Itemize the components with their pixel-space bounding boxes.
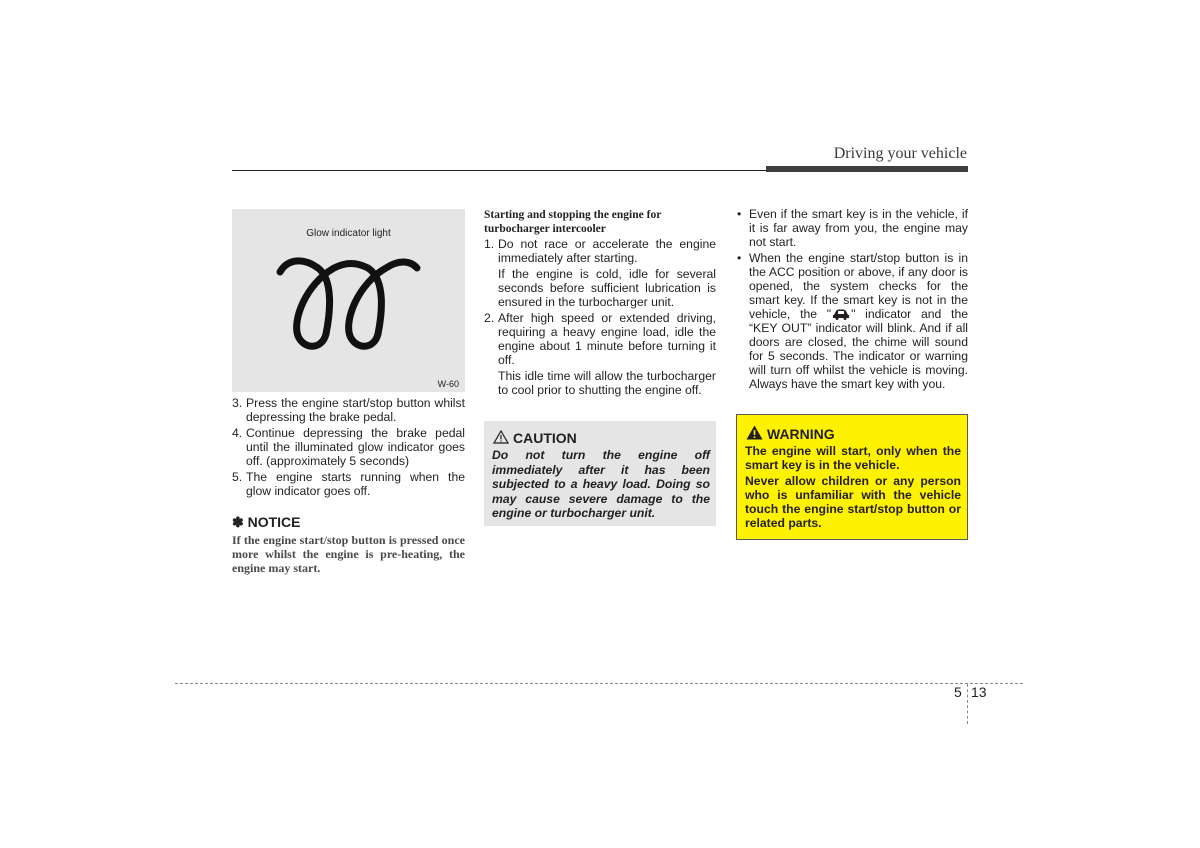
caution-title-text: CAUTION [513,430,577,446]
caution-title [493,430,577,446]
caution-box [484,421,716,526]
step-text: After high speed or extended driving, requiring a heavy engine load, idle the engine about 1 minute before turning it off. [498,311,716,367]
step-text: Continue depressing the brake pedal until the illuminated glow indicator goes off. (approximately 5 seconds) [246,426,465,468]
warning-paragraph: The engine will start, only when the smart key is in the vehicle. [745,444,961,472]
glow-indicator-icon [276,254,421,354]
warning-paragraph: Never allow children or any person who is unfamiliar with the vehicle touch the engine start/stop button or related parts. [745,474,961,530]
caution-triangle-icon [493,430,509,444]
step-number: 3. [232,396,243,410]
step-number: 1. [484,237,495,251]
page-header-title: Driving your vehicle [833,145,967,162]
warning-triangle-icon [746,425,763,440]
step-extra-text: This idle time will allow the turbocharger to cool prior to shutting the engine off. [498,369,716,397]
notice-body: If the engine start/stop button is pressed once more whilst the engine is pre-heating, the engine may start. [232,533,465,575]
list-item [735,251,968,391]
figure-caption: Glow indicator light [306,228,391,239]
chapter-number: 5 [954,684,962,700]
warning-title-text: WARNING [767,426,835,442]
warning-title [746,425,835,442]
step-number: 4. [232,426,243,440]
footer-rule [175,683,1023,684]
header-rule [232,170,768,171]
warning-body [745,444,961,532]
list-item [232,470,465,498]
list-item [232,396,465,424]
glow-indicator-figure [232,209,465,392]
list-item [484,237,716,309]
car-key-indicator-icon [831,308,851,320]
start-steps-list [232,396,465,500]
list-item [484,311,716,397]
notice-title: ✽ NOTICE [232,514,301,530]
bullet-dot: • [737,251,742,265]
caution-body: Do not turn the engine off immediately after it has been subjected to a heavy load. Doing so may cause severe damage to the engine or turbocharger unit. [492,448,710,520]
page-number: 13 [971,684,987,700]
bullet-text-part1: When the engine start/stop button is in the ACC position or above, if any door is opened, the system checks for the smart key. If the smart key is not in the vehicle, the " [749,251,968,321]
bullet-text-part2: " indicator and the “KEY OUT” indicator will blink. And if all doors are closed, the chime will sound for 5 seconds. The indicator or warning will turn off whilst the vehicle is moving. Always have the smart key with you. [749,307,968,391]
step-extra-text: If the engine is cold, idle for several seconds before sufficient lubrication is ensured in the turbocharger unit. [498,267,716,309]
step-text: The engine starts running when the glow indicator goes off. [246,470,465,498]
step-text: Press the engine start/stop button whilst depressing the brake pedal. [246,396,465,424]
smart-key-bullets [735,207,968,393]
figure-code: W-60 [437,379,459,389]
step-text: Do not race or accelerate the engine immediately after starting. [498,237,716,265]
bullet-text: Even if the smart key is in the vehicle, if it is far away from you, the engine may not start. [749,207,968,249]
list-item [735,207,968,249]
turbo-steps-list [484,237,716,399]
step-number: 5. [232,470,243,484]
footer-divider [967,684,968,724]
step-number: 2. [484,311,495,325]
warning-box [736,414,968,540]
header-rule-accent [766,166,968,172]
section-heading: Starting and stopping the engine for turbocharger intercooler [484,209,662,235]
bullet-dot: • [737,207,742,221]
list-item [232,426,465,468]
